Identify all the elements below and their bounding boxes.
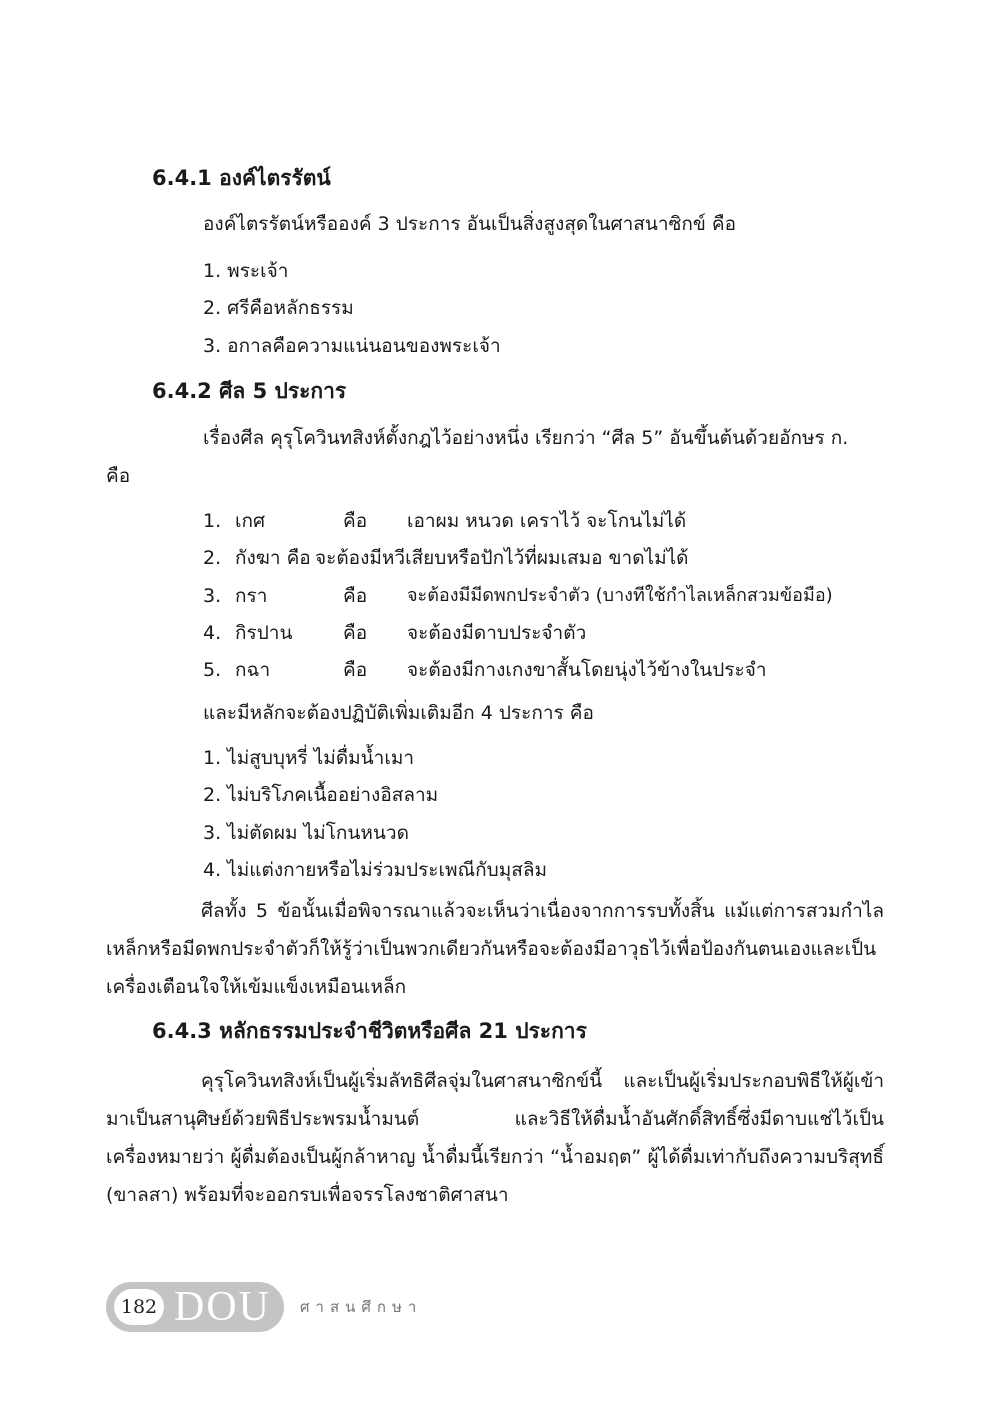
- precept-kue: คือ: [343, 622, 368, 644]
- precept-row: [0, 618, 1000, 648]
- list-item: 3. ไม่ตัดผม ไม่โกนหนวด: [203, 822, 409, 844]
- section-body-paragraph: คุรุโควินทสิงห์เป็นผู้เริ่มลัทธิศีลจุ่มในศาสนาซิกข์นี้ และเป็นผู้เริ่มประกอบพิธีให้ผู้เข้ามาเป็นสานุศิษย์ด้วยพิธีประพรมน้ำมนต์ และวิธีให้ดื่มน้ำอันศักดิ์สิทธิ์ซึ่งมีดาบแช่ไว้เป็นเครื่องหมายว่า ผู้ดื่มต้องเป็นผู้กล้าหาญ น้ำดื่มนี้เรียกว่า “น้ำอมฤต” ผู้ได้ดื่มเท่ากับถึงความบริสุทธิ์ (ขาลสา) พร้อมที่จะออกรบเพื่อจรรโลงชาติศาสนา: [106, 1070, 884, 1206]
- precept-description: จะต้องมีมีดพกประจำตัว (บางทีใช้กำไลเหล็กสวมข้อมือ): [407, 585, 833, 606]
- list-item: 1. ไม่สูบบุหรี่ ไม่ดื่มน้ำเมา: [203, 747, 415, 769]
- section-heading-6-4-2: 6.4.2 ศีล 5 ประการ: [152, 379, 347, 403]
- precept-term: กรา: [235, 585, 268, 607]
- precept-kue: คือ: [343, 510, 368, 532]
- section-intro: เรื่องศีล คุรุโควินทสิงห์ตั้งกฎไว้อย่างหนึ่ง เรียกว่า “ศีล 5” อันขึ้นต้นด้วยอักษร ก.: [203, 427, 849, 449]
- list-item: 2. ไม่บริโภคเนื้ออย่างอิสลาม: [203, 784, 439, 806]
- precept-kue: คือ: [343, 659, 368, 681]
- list-item: 2. ศรีคือหลักธรรม: [203, 297, 354, 319]
- precept-term: กฉา: [235, 659, 271, 681]
- precept-row: [0, 655, 1000, 685]
- precept-number: 5.: [203, 659, 222, 681]
- list-item: 3. อกาลคือความแน่นอนของพระเจ้า: [203, 335, 501, 357]
- precept-row: [0, 581, 1000, 611]
- section-intro-continuation: คือ: [106, 465, 131, 487]
- dou-logo: DOU: [174, 1284, 271, 1330]
- precept-term: เกศ: [235, 510, 266, 532]
- precept-kue: คือ: [343, 585, 368, 607]
- precept-description: เอาผม หนวด เคราไว้ จะโกนไม่ได้: [407, 510, 687, 532]
- section-intro: องค์ไตรรัตน์หรือองค์ 3 ประการ อันเป็นสิ่งสูงสุดในศาสนาซิกข์ คือ: [203, 213, 737, 235]
- list-item: 1. พระเจ้า: [203, 260, 289, 282]
- section-heading-6-4-1: 6.4.1 องค์ไตรรัตน์: [152, 166, 331, 190]
- precept-description: จะต้องมีกางเกงขาสั้นโดยนุ่งไว้ข้างในประจำ: [407, 659, 767, 681]
- list-item: 4. ไม่แต่งกายหรือไม่ร่วมประเพณีกับมุสลิม: [203, 859, 548, 881]
- precept-row: [0, 543, 1000, 573]
- precept-number: 1.: [203, 510, 222, 532]
- precept-number: 3.: [203, 585, 222, 607]
- footer-badge: [106, 1282, 284, 1332]
- precept-description: จะต้องมีหวีเสียบหรือปักไว้ที่ผมเสมอ ขาดไม่ได้: [315, 547, 689, 569]
- closing-paragraph: ศีลทั้ง 5 ข้อนั้นเมื่อพิจารณาแล้วจะเห็นว่าเนื่องจากการรบทั้งสิ้น แม้แต่การสวมกำไลเหล็กหรือมีดพกประจำตัวก็ให้รู้ว่าเป็นพวกเดียวกันหรือจะต้องมีอาวุธไว้เพื่อป้องกันตนเองและเป็นเครื่องเตือนใจให้เข้มแข็งเหมือนเหล็ก: [106, 900, 884, 998]
- section-heading-6-4-3: 6.4.3 หลักธรรมประจำชีวิตหรือศีล 21 ประการ: [152, 1019, 587, 1043]
- precept-description: จะต้องมีดาบประจำตัว: [407, 622, 587, 644]
- course-title: ศาสนศึกษา: [300, 1298, 423, 1316]
- precept-term: กังฆา คือ: [235, 547, 311, 569]
- page-number: 182: [114, 1289, 164, 1325]
- precept-number: 2.: [203, 547, 222, 569]
- precept-number: 4.: [203, 622, 222, 644]
- precept-row: [0, 506, 1000, 536]
- precept-term: กิรปาน: [235, 622, 293, 644]
- extra-rules-heading: และมีหลักจะต้องปฏิบัติเพิ่มเติมอีก 4 ประการ คือ: [203, 702, 594, 724]
